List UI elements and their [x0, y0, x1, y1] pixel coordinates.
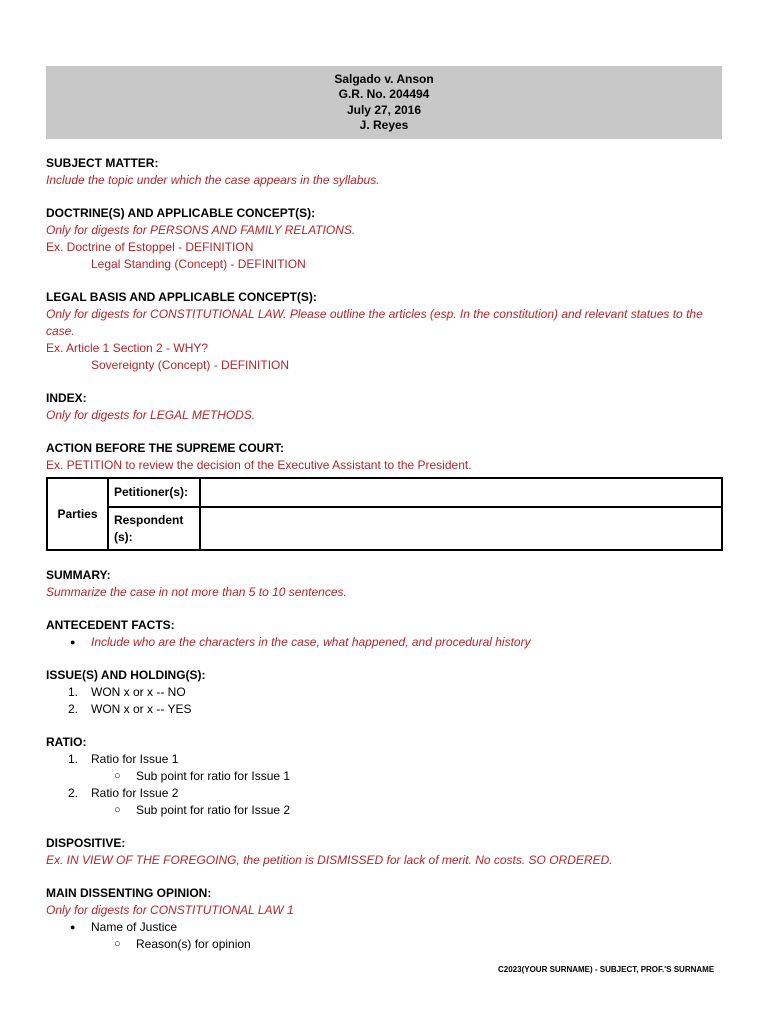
decision-date: July 27, 2016	[346, 102, 422, 117]
dissent-justice: Name of Justice	[91, 920, 178, 934]
doctrines-instruction: Only for digests for PERSONS AND FAMILY RELATIONS.	[46, 223, 356, 237]
issues-heading: ISSUE(S) AND HOLDING(S):	[46, 668, 206, 682]
dispositive-instruction: Ex. IN VIEW OF THE FOREGOING, the petition is DISMISSED for lack of merit. No costs. SO ORDERED.	[46, 853, 613, 867]
bullet-icon: ●	[70, 637, 76, 647]
list-item	[46, 768, 722, 785]
gr-number: G.R. No. 204494	[338, 87, 430, 102]
dissent-heading: MAIN DISSENTING OPINION:	[46, 886, 212, 900]
circle-bullet-icon: ○	[114, 938, 121, 950]
antecedent-facts-heading: ANTECEDENT FACTS:	[46, 618, 175, 632]
ratio-2: Ratio for Issue 2	[91, 786, 179, 800]
petitioner-field[interactable]	[200, 478, 722, 507]
legal-basis-instruction: Only for digests for CONSTITUTIONAL LAW. Please outline the articles (esp. In the constitution) and relevant statues to the case.	[46, 307, 703, 338]
index-instruction: Only for digests for LEGAL METHODS.	[46, 408, 256, 422]
petitioner-label: Petitioner(s):	[108, 478, 200, 507]
index-heading: INDEX:	[46, 391, 87, 405]
list-number: 2.	[68, 702, 79, 716]
ratio-1: Ratio for Issue 1	[91, 752, 179, 766]
list-item	[46, 936, 722, 953]
ponente: J. Reyes	[359, 117, 409, 132]
list-item	[46, 751, 722, 768]
parties-label: Parties	[47, 478, 108, 550]
issue-1: WON x or x -- NO	[91, 685, 186, 699]
list-item	[46, 684, 722, 701]
dissent-reason: Reason(s) for opinion	[136, 937, 251, 951]
antecedent-facts-item: Include who are the characters in the case, what happened, and procedural history	[91, 635, 531, 649]
legal-basis-heading: LEGAL BASIS AND APPLICABLE CONCEPT(S):	[46, 290, 317, 304]
ratio-1-sub: Sub point for ratio for Issue 1	[136, 769, 291, 783]
doctrines-example-2: Legal Standing (Concept) - DEFINITION	[91, 257, 306, 271]
case-title: Salgado v. Anson	[334, 72, 434, 86]
list-item	[46, 802, 722, 819]
ratio-heading: RATIO:	[46, 735, 87, 749]
circle-bullet-icon: ○	[114, 770, 121, 782]
legal-basis-example-1: Ex. Article 1 Section 2 - WHY?	[46, 341, 209, 355]
bullet-icon: ●	[70, 922, 76, 932]
action-heading: ACTION BEFORE THE SUPREME COURT:	[46, 441, 285, 455]
list-item	[46, 785, 722, 802]
doctrines-example-1: Ex. Doctrine of Estoppel - DEFINITION	[46, 240, 254, 254]
dissent-instruction: Only for digests for CONSTITUTIONAL LAW 1	[46, 903, 294, 917]
list-item	[46, 919, 722, 936]
page-footer: C2023(YOUR SURNAME) - SUBJECT, PROF.'S SURNAME	[498, 965, 715, 974]
circle-bullet-icon: ○	[114, 804, 121, 816]
subject-matter-instruction: Include the topic under which the case appears in the syllabus.	[46, 173, 380, 187]
case-header	[46, 66, 722, 139]
list-number: 2.	[68, 786, 79, 800]
summary-instruction: Summarize the case in not more than 5 to 10 sentences.	[46, 585, 347, 599]
ratio-2-sub: Sub point for ratio for Issue 2	[136, 803, 291, 817]
parties-table	[46, 477, 723, 551]
list-number: 1.	[68, 685, 79, 699]
list-item	[46, 701, 722, 718]
dispositive-heading: DISPOSITIVE:	[46, 836, 126, 850]
issue-2: WON x or x -- YES	[91, 702, 192, 716]
summary-heading: SUMMARY:	[46, 568, 111, 582]
doctrines-heading: DOCTRINE(S) AND APPLICABLE CONCEPT(S):	[46, 206, 316, 220]
list-item	[46, 634, 722, 651]
respondent-field[interactable]	[200, 507, 722, 550]
digest-body	[46, 155, 722, 953]
action-instruction: Ex. PETITION to review the decision of the Executive Assistant to the President.	[46, 458, 472, 472]
list-number: 1.	[68, 752, 79, 766]
subject-matter-heading: SUBJECT MATTER:	[46, 156, 159, 170]
respondent-label: Respondent(s):	[108, 507, 200, 550]
legal-basis-example-2: Sovereignty (Concept) - DEFINITION	[91, 358, 290, 372]
